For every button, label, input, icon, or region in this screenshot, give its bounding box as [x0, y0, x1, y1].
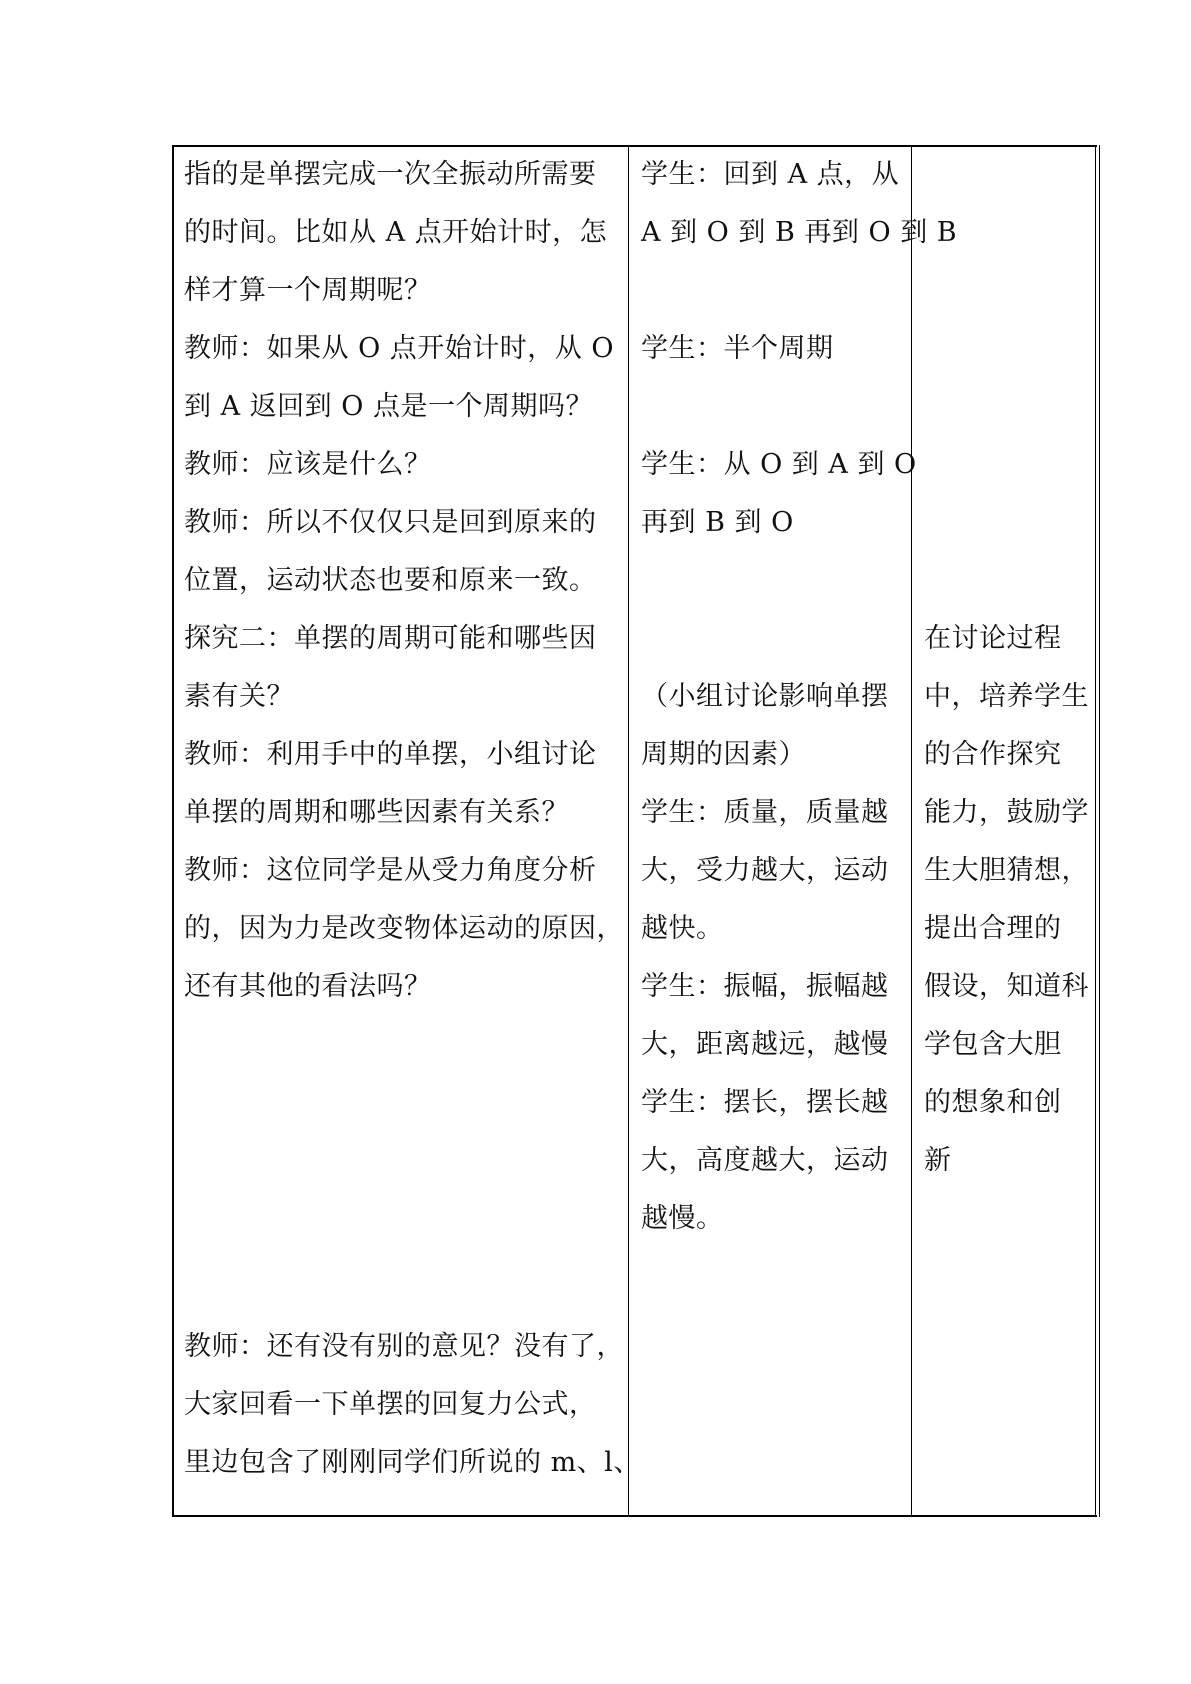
student-line: 越慢。: [641, 1203, 724, 1234]
teacher-line: 素有关？: [184, 681, 294, 712]
intent-line: 的合作探究: [924, 739, 1062, 770]
intent-line: 提出合理的: [924, 913, 1062, 944]
design-intent-column: [912, 147, 1092, 1515]
student-line: 学生：从 O 到 A 到 O: [641, 449, 917, 480]
student-line: 大，距离越远，越慢: [641, 1029, 889, 1060]
teacher-line: 的，因为力是改变物体运动的原因，: [184, 913, 624, 944]
intent-line: 新: [924, 1145, 952, 1176]
teacher-line: 大家回看一下单摆的回复力公式，: [184, 1389, 597, 1420]
teacher-line: 教师：还有没有别的意见？没有了，: [184, 1331, 624, 1362]
teacher-line: 教师：所以不仅仅只是回到原来的: [184, 507, 597, 538]
teacher-line: 还有其他的看法吗？: [184, 971, 432, 1002]
lesson-table: [172, 145, 1097, 1517]
student-line: 再到 B 到 O: [641, 507, 794, 538]
teacher-line: 的时间。比如从 A 点开始计时，怎: [184, 217, 608, 248]
teacher-line: 教师：如果从 O 点开始计时，从 O: [184, 333, 615, 364]
intent-line: 生大胆猜想，: [924, 855, 1089, 886]
intent-line: 中，培养学生: [924, 681, 1089, 712]
student-line: 周期的因素）: [641, 739, 806, 770]
student-line: 越快。: [641, 913, 724, 944]
teacher-line: 教师：这位同学是从受力角度分析: [184, 855, 597, 886]
student-line: 学生：振幅，振幅越: [641, 971, 889, 1002]
student-line: 大，高度越大，运动: [641, 1145, 889, 1176]
student-line: 学生：回到 A 点，从: [641, 159, 900, 190]
teacher-line: 教师：应该是什么？: [184, 449, 432, 480]
intent-line: 假设，知道科: [924, 971, 1089, 1002]
student-line: （小组讨论影响单摆: [641, 681, 889, 712]
student-line: 学生：摆长，摆长越: [641, 1087, 889, 1118]
teacher-line: 位置，运动状态也要和原来一致。: [184, 565, 597, 596]
teacher-line: 里边包含了刚刚同学们所说的 m、l、: [184, 1447, 641, 1478]
intent-line: 在讨论过程: [924, 623, 1062, 654]
student-line: 学生：半个周期: [641, 333, 834, 364]
intent-line: 学包含大胆: [924, 1029, 1062, 1060]
student-line: 大，受力越大，运动: [641, 855, 889, 886]
intent-line: 的想象和创: [924, 1087, 1062, 1118]
teacher-activity-column: [174, 147, 641, 1515]
intent-line: 能力，鼓励学: [924, 797, 1089, 828]
teacher-line: 指的是单摆完成一次全振动所需要: [184, 159, 597, 190]
teacher-line: 教师：利用手中的单摆，小组讨论: [184, 739, 597, 770]
teacher-line: 探究二：单摆的周期可能和哪些因: [184, 623, 597, 654]
student-activity-column: [629, 147, 958, 1515]
student-line: A 到 O 到 B 再到 O 到 B: [641, 217, 958, 248]
teacher-line: 样才算一个周期呢？: [184, 275, 432, 306]
student-line: 学生：质量，质量越: [641, 797, 889, 828]
teacher-line: 到 A 返回到 O 点是一个周期吗？: [184, 391, 593, 422]
teacher-line: 单摆的周期和哪些因素有关系？: [184, 797, 569, 828]
